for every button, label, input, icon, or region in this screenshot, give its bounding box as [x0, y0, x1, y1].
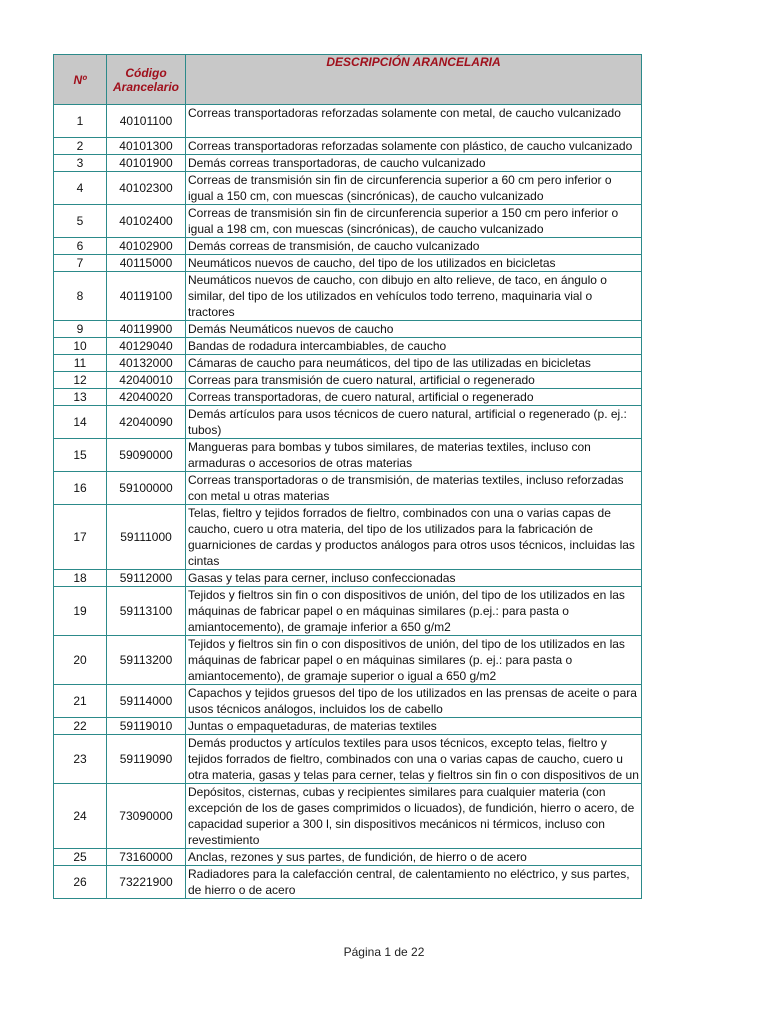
tariff-code: 40115000 — [107, 255, 186, 272]
tariff-code: 42040010 — [107, 372, 186, 389]
row-number: 25 — [54, 849, 107, 866]
tariff-description: Mangueras para bombas y tubos similares, de materias textiles, incluso con armaduras o accesorios de otras materias — [186, 439, 642, 472]
row-number: 17 — [54, 505, 107, 570]
tariff-code: 59119010 — [107, 718, 186, 735]
table-header-row — [54, 55, 642, 105]
table-row — [54, 849, 642, 866]
table-row — [54, 372, 642, 389]
table-row — [54, 238, 642, 255]
tariff-description: Anclas, rezones y sus partes, de fundición, de hierro o de acero — [186, 849, 642, 866]
row-number: 4 — [54, 172, 107, 205]
row-number: 23 — [54, 735, 107, 784]
tariff-description: Demás Neumáticos nuevos de caucho — [186, 321, 642, 338]
tariff-description: Bandas de rodadura intercambiables, de caucho — [186, 338, 642, 355]
tariff-description: Demás correas transportadoras, de caucho vulcanizado — [186, 155, 642, 172]
table-row — [54, 570, 642, 587]
tariff-table — [53, 54, 642, 899]
table-row — [54, 636, 642, 685]
row-number: 14 — [54, 406, 107, 439]
row-number: 3 — [54, 155, 107, 172]
tariff-description: Correas para transmisión de cuero natural, artificial o regenerado — [186, 372, 642, 389]
tariff-code: 73090000 — [107, 784, 186, 849]
tariff-description: Correas transportadoras o de transmisión, de materias textiles, incluso reforzadas con metal u otras materias — [186, 472, 642, 505]
tariff-description: Neumáticos nuevos de caucho, con dibujo en alto relieve, de taco, en ángulo o similar, del tipo de los utilizados en vehículos todo terreno, maquinaria vial o tractores — [186, 272, 642, 321]
tariff-code: 59090000 — [107, 439, 186, 472]
table-row — [54, 338, 642, 355]
tariff-code: 40132000 — [107, 355, 186, 372]
table-row — [54, 439, 642, 472]
tariff-description: Demás productos y artículos textiles para usos técnicos, excepto telas, fieltro y tejidos forrados de fieltro, combinados con una o varias capas de caucho, cuero u otra materia, gasas y telas para cerner, telas y fieltros sin fin o con dispositivos de un — [186, 735, 642, 784]
tariff-description: Correas transportadoras reforzadas solamente con plástico, de caucho vulcanizado — [186, 138, 642, 155]
table-row — [54, 205, 642, 238]
tariff-code: 42040020 — [107, 389, 186, 406]
table-row — [54, 355, 642, 372]
table-row — [54, 685, 642, 718]
row-number: 8 — [54, 272, 107, 321]
tariff-description: Radiadores para la calefacción central, de calentamiento no eléctrico, y sus partes, de hierro o de acero — [186, 866, 642, 899]
row-number: 16 — [54, 472, 107, 505]
row-number: 18 — [54, 570, 107, 587]
table-row — [54, 718, 642, 735]
tariff-description: Correas de transmisión sin fin de circunferencia superior a 150 cm pero inferior o igual a 198 cm, con muescas (sincrónicas), de caucho vulcanizado — [186, 205, 642, 238]
row-number: 21 — [54, 685, 107, 718]
tariff-description: Depósitos, cisternas, cubas y recipientes similares para cualquier materia (con excepción de los de gases comprimidos o licuados), de fundición, hierro o acero, de capacidad superior a 300 l, sin dispositivos mecánicos ni térmicos, incluso con revestimiento — [186, 784, 642, 849]
table-row — [54, 784, 642, 849]
tariff-code: 40101100 — [107, 105, 186, 138]
row-number: 19 — [54, 587, 107, 636]
table-row — [54, 138, 642, 155]
row-number: 20 — [54, 636, 107, 685]
tariff-description: Correas de transmisión sin fin de circunferencia superior a 60 cm pero inferior o igual a 150 cm, con muescas (sincrónicas), de caucho vulcanizado — [186, 172, 642, 205]
tariff-description: Tejidos y fieltros sin fin o con dispositivos de unión, del tipo de los utilizados en las máquinas de fabricar papel o en máquinas similares (p.ej.: para pasta o amiantocemento), de gramaje inferior a 650 g/m2 — [186, 587, 642, 636]
row-number: 5 — [54, 205, 107, 238]
tariff-code: 40129040 — [107, 338, 186, 355]
tariff-code: 59119090 — [107, 735, 186, 784]
row-number: 7 — [54, 255, 107, 272]
tariff-code: 40102300 — [107, 172, 186, 205]
row-number: 13 — [54, 389, 107, 406]
tariff-code: 59113200 — [107, 636, 186, 685]
table-row — [54, 389, 642, 406]
tariff-description: Cámaras de caucho para neumáticos, del tipo de las utilizadas en bicicletas — [186, 355, 642, 372]
row-number: 12 — [54, 372, 107, 389]
tariff-description: Gasas y telas para cerner, incluso confeccionadas — [186, 570, 642, 587]
row-number: 2 — [54, 138, 107, 155]
tariff-code: 59114000 — [107, 685, 186, 718]
table-row — [54, 866, 642, 899]
row-number: 1 — [54, 105, 107, 138]
table-row — [54, 735, 642, 784]
tariff-code: 42040090 — [107, 406, 186, 439]
tariff-code: 73221900 — [107, 866, 186, 899]
tariff-description: Correas transportadoras, de cuero natural, artificial o regenerado — [186, 389, 642, 406]
row-number: 6 — [54, 238, 107, 255]
table-row — [54, 587, 642, 636]
tariff-code: 40101300 — [107, 138, 186, 155]
header-code-line1: Código — [125, 65, 167, 80]
row-number: 26 — [54, 866, 107, 899]
tariff-code: 73160000 — [107, 849, 186, 866]
table-row — [54, 105, 642, 138]
table-body — [54, 105, 642, 899]
tariff-code: 40119900 — [107, 321, 186, 338]
tariff-description: Demás artículos para usos técnicos de cuero natural, artificial o regenerado (p. ej.: tubos) — [186, 406, 642, 439]
tariff-code: 40101900 — [107, 155, 186, 172]
table-row — [54, 406, 642, 439]
tariff-description: Tejidos y fieltros sin fin o con dispositivos de unión, del tipo de los utilizados en las máquinas de fabricar papel o en máquinas similares (p. ej.: para pasta o amiantocemento), de gramaje superior o igual a 650 g/m2 — [186, 636, 642, 685]
tariff-description: Capachos y tejidos gruesos del tipo de los utilizados en las prensas de aceite o para usos técnicos análogos, incluidos los de cabello — [186, 685, 642, 718]
row-number: 24 — [54, 784, 107, 849]
row-number: 10 — [54, 338, 107, 355]
header-code — [107, 55, 186, 105]
table-row — [54, 272, 642, 321]
table-row — [54, 255, 642, 272]
page-number: Página 1 de 22 — [343, 945, 425, 959]
row-number: 15 — [54, 439, 107, 472]
row-number: 11 — [54, 355, 107, 372]
table-row — [54, 321, 642, 338]
table-row — [54, 472, 642, 505]
tariff-description: Telas, fieltro y tejidos forrados de fieltro, combinados con una o varias capas de caucho, cuero u otra materia, del tipo de los utilizados para la fabricación de guarniciones de cardas y productos análogos para otros usos técnicos, incluidas las cintas — [186, 505, 642, 570]
tariff-code: 59113100 — [107, 587, 186, 636]
row-number: 9 — [54, 321, 107, 338]
tariff-code: 40102400 — [107, 205, 186, 238]
tariff-code: 59111000 — [107, 505, 186, 570]
tariff-description: Correas transportadoras reforzadas solamente con metal, de caucho vulcanizado — [186, 105, 642, 138]
tariff-code: 59100000 — [107, 472, 186, 505]
table-row — [54, 505, 642, 570]
row-number: 22 — [54, 718, 107, 735]
header-description: DESCRIPCIÓN ARANCELARIA — [186, 55, 642, 105]
header-number: Nº — [54, 55, 107, 105]
tariff-code: 40102900 — [107, 238, 186, 255]
tariff-description: Juntas o empaquetaduras, de materias textiles — [186, 718, 642, 735]
tariff-description: Neumáticos nuevos de caucho, del tipo de los utilizados en bicicletas — [186, 255, 642, 272]
table-row — [54, 172, 642, 205]
tariff-code: 40119100 — [107, 272, 186, 321]
tariff-code: 59112000 — [107, 570, 186, 587]
table-row — [54, 155, 642, 172]
header-code-line2: Arancelario — [112, 79, 180, 94]
tariff-description: Demás correas de transmisión, de caucho vulcanizado — [186, 238, 642, 255]
